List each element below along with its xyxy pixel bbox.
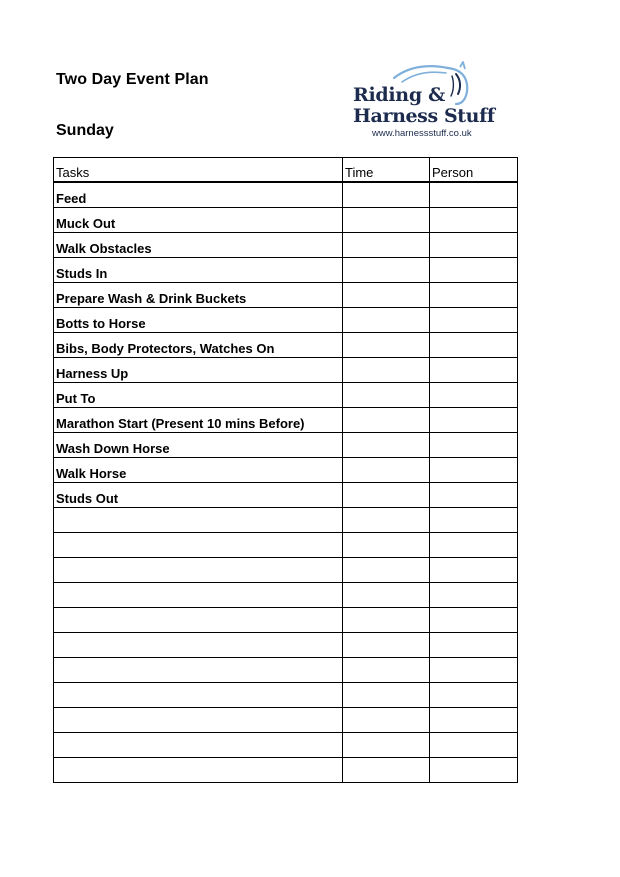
table-row: [54, 408, 518, 433]
person-cell[interactable]: [430, 433, 518, 458]
person-cell[interactable]: [430, 708, 518, 733]
task-rows: [54, 182, 518, 783]
logo-text-line1: Riding &: [353, 84, 445, 106]
task-cell: Wash Down Horse: [54, 433, 343, 458]
table-row: [54, 358, 518, 383]
person-cell[interactable]: [430, 308, 518, 333]
time-cell[interactable]: [343, 258, 430, 283]
time-cell[interactable]: [343, 333, 430, 358]
table-row: [54, 333, 518, 358]
column-header-tasks: Tasks: [54, 158, 343, 183]
task-cell: [54, 758, 343, 783]
day-heading: Sunday: [56, 122, 114, 139]
time-cell[interactable]: [343, 708, 430, 733]
table-row: [54, 583, 518, 608]
person-cell[interactable]: [430, 358, 518, 383]
person-cell[interactable]: [430, 182, 518, 208]
brand-logo: [350, 60, 502, 144]
table-row: [54, 708, 518, 733]
person-cell[interactable]: [430, 483, 518, 508]
table-row: [54, 608, 518, 633]
time-cell[interactable]: [343, 483, 430, 508]
person-cell[interactable]: [430, 533, 518, 558]
time-cell[interactable]: [343, 182, 430, 208]
time-cell[interactable]: [343, 583, 430, 608]
person-cell[interactable]: [430, 658, 518, 683]
person-cell[interactable]: [430, 258, 518, 283]
table-row: [54, 683, 518, 708]
person-cell[interactable]: [430, 208, 518, 233]
table-row: [54, 558, 518, 583]
column-header-person: Person: [430, 158, 518, 183]
task-cell: [54, 533, 343, 558]
table-row: [54, 258, 518, 283]
task-cell: [54, 508, 343, 533]
time-cell[interactable]: [343, 508, 430, 533]
time-cell[interactable]: [343, 533, 430, 558]
task-cell: Walk Obstacles: [54, 233, 343, 258]
person-cell[interactable]: [430, 508, 518, 533]
person-cell[interactable]: [430, 583, 518, 608]
time-cell[interactable]: [343, 658, 430, 683]
person-cell[interactable]: [430, 633, 518, 658]
table-header-row: [54, 158, 518, 183]
time-cell[interactable]: [343, 758, 430, 783]
table-row: [54, 533, 518, 558]
task-cell: Studs Out: [54, 483, 343, 508]
time-cell[interactable]: [343, 633, 430, 658]
table-row: [54, 458, 518, 483]
table-row: [54, 483, 518, 508]
task-cell: [54, 733, 343, 758]
task-cell: Marathon Start (Present 10 mins Before): [54, 408, 343, 433]
person-cell[interactable]: [430, 333, 518, 358]
task-cell: [54, 658, 343, 683]
person-cell[interactable]: [430, 733, 518, 758]
task-cell: [54, 633, 343, 658]
table-row: [54, 633, 518, 658]
task-cell: Botts to Horse: [54, 308, 343, 333]
time-cell[interactable]: [343, 358, 430, 383]
column-header-time: Time: [343, 158, 430, 183]
logo-text-line2: Harness Stuff: [353, 105, 495, 127]
table-row: [54, 383, 518, 408]
logo-website-url: www.harnessstuff.co.uk: [372, 128, 472, 139]
time-cell[interactable]: [343, 283, 430, 308]
table-row: [54, 283, 518, 308]
table-row: [54, 733, 518, 758]
time-cell[interactable]: [343, 308, 430, 333]
time-cell[interactable]: [343, 558, 430, 583]
time-cell[interactable]: [343, 433, 430, 458]
time-cell[interactable]: [343, 733, 430, 758]
time-cell[interactable]: [343, 233, 430, 258]
table-row: [54, 758, 518, 783]
person-cell[interactable]: [430, 558, 518, 583]
time-cell[interactable]: [343, 208, 430, 233]
task-cell: Prepare Wash & Drink Buckets: [54, 283, 343, 308]
task-cell: Studs In: [54, 258, 343, 283]
table-row: [54, 208, 518, 233]
person-cell[interactable]: [430, 233, 518, 258]
table-row: [54, 308, 518, 333]
person-cell[interactable]: [430, 608, 518, 633]
document-title: Two Day Event Plan: [56, 71, 209, 88]
task-cell: Bibs, Body Protectors, Watches On: [54, 333, 343, 358]
task-cell: [54, 708, 343, 733]
table-row: [54, 233, 518, 258]
task-cell: Harness Up: [54, 358, 343, 383]
time-cell[interactable]: [343, 408, 430, 433]
person-cell[interactable]: [430, 283, 518, 308]
task-table: [53, 157, 518, 783]
person-cell[interactable]: [430, 758, 518, 783]
task-cell: Feed: [54, 182, 343, 208]
time-cell[interactable]: [343, 458, 430, 483]
person-cell[interactable]: [430, 408, 518, 433]
table-row: [54, 182, 518, 208]
task-cell: [54, 583, 343, 608]
task-cell: [54, 608, 343, 633]
time-cell[interactable]: [343, 383, 430, 408]
task-cell: Muck Out: [54, 208, 343, 233]
table-row: [54, 658, 518, 683]
table-row: [54, 433, 518, 458]
task-cell: [54, 683, 343, 708]
task-cell: Walk Horse: [54, 458, 343, 483]
person-cell[interactable]: [430, 683, 518, 708]
person-cell[interactable]: [430, 383, 518, 408]
person-cell[interactable]: [430, 458, 518, 483]
time-cell[interactable]: [343, 608, 430, 633]
table-row: [54, 508, 518, 533]
time-cell[interactable]: [343, 683, 430, 708]
task-cell: Put To: [54, 383, 343, 408]
task-cell: [54, 558, 343, 583]
